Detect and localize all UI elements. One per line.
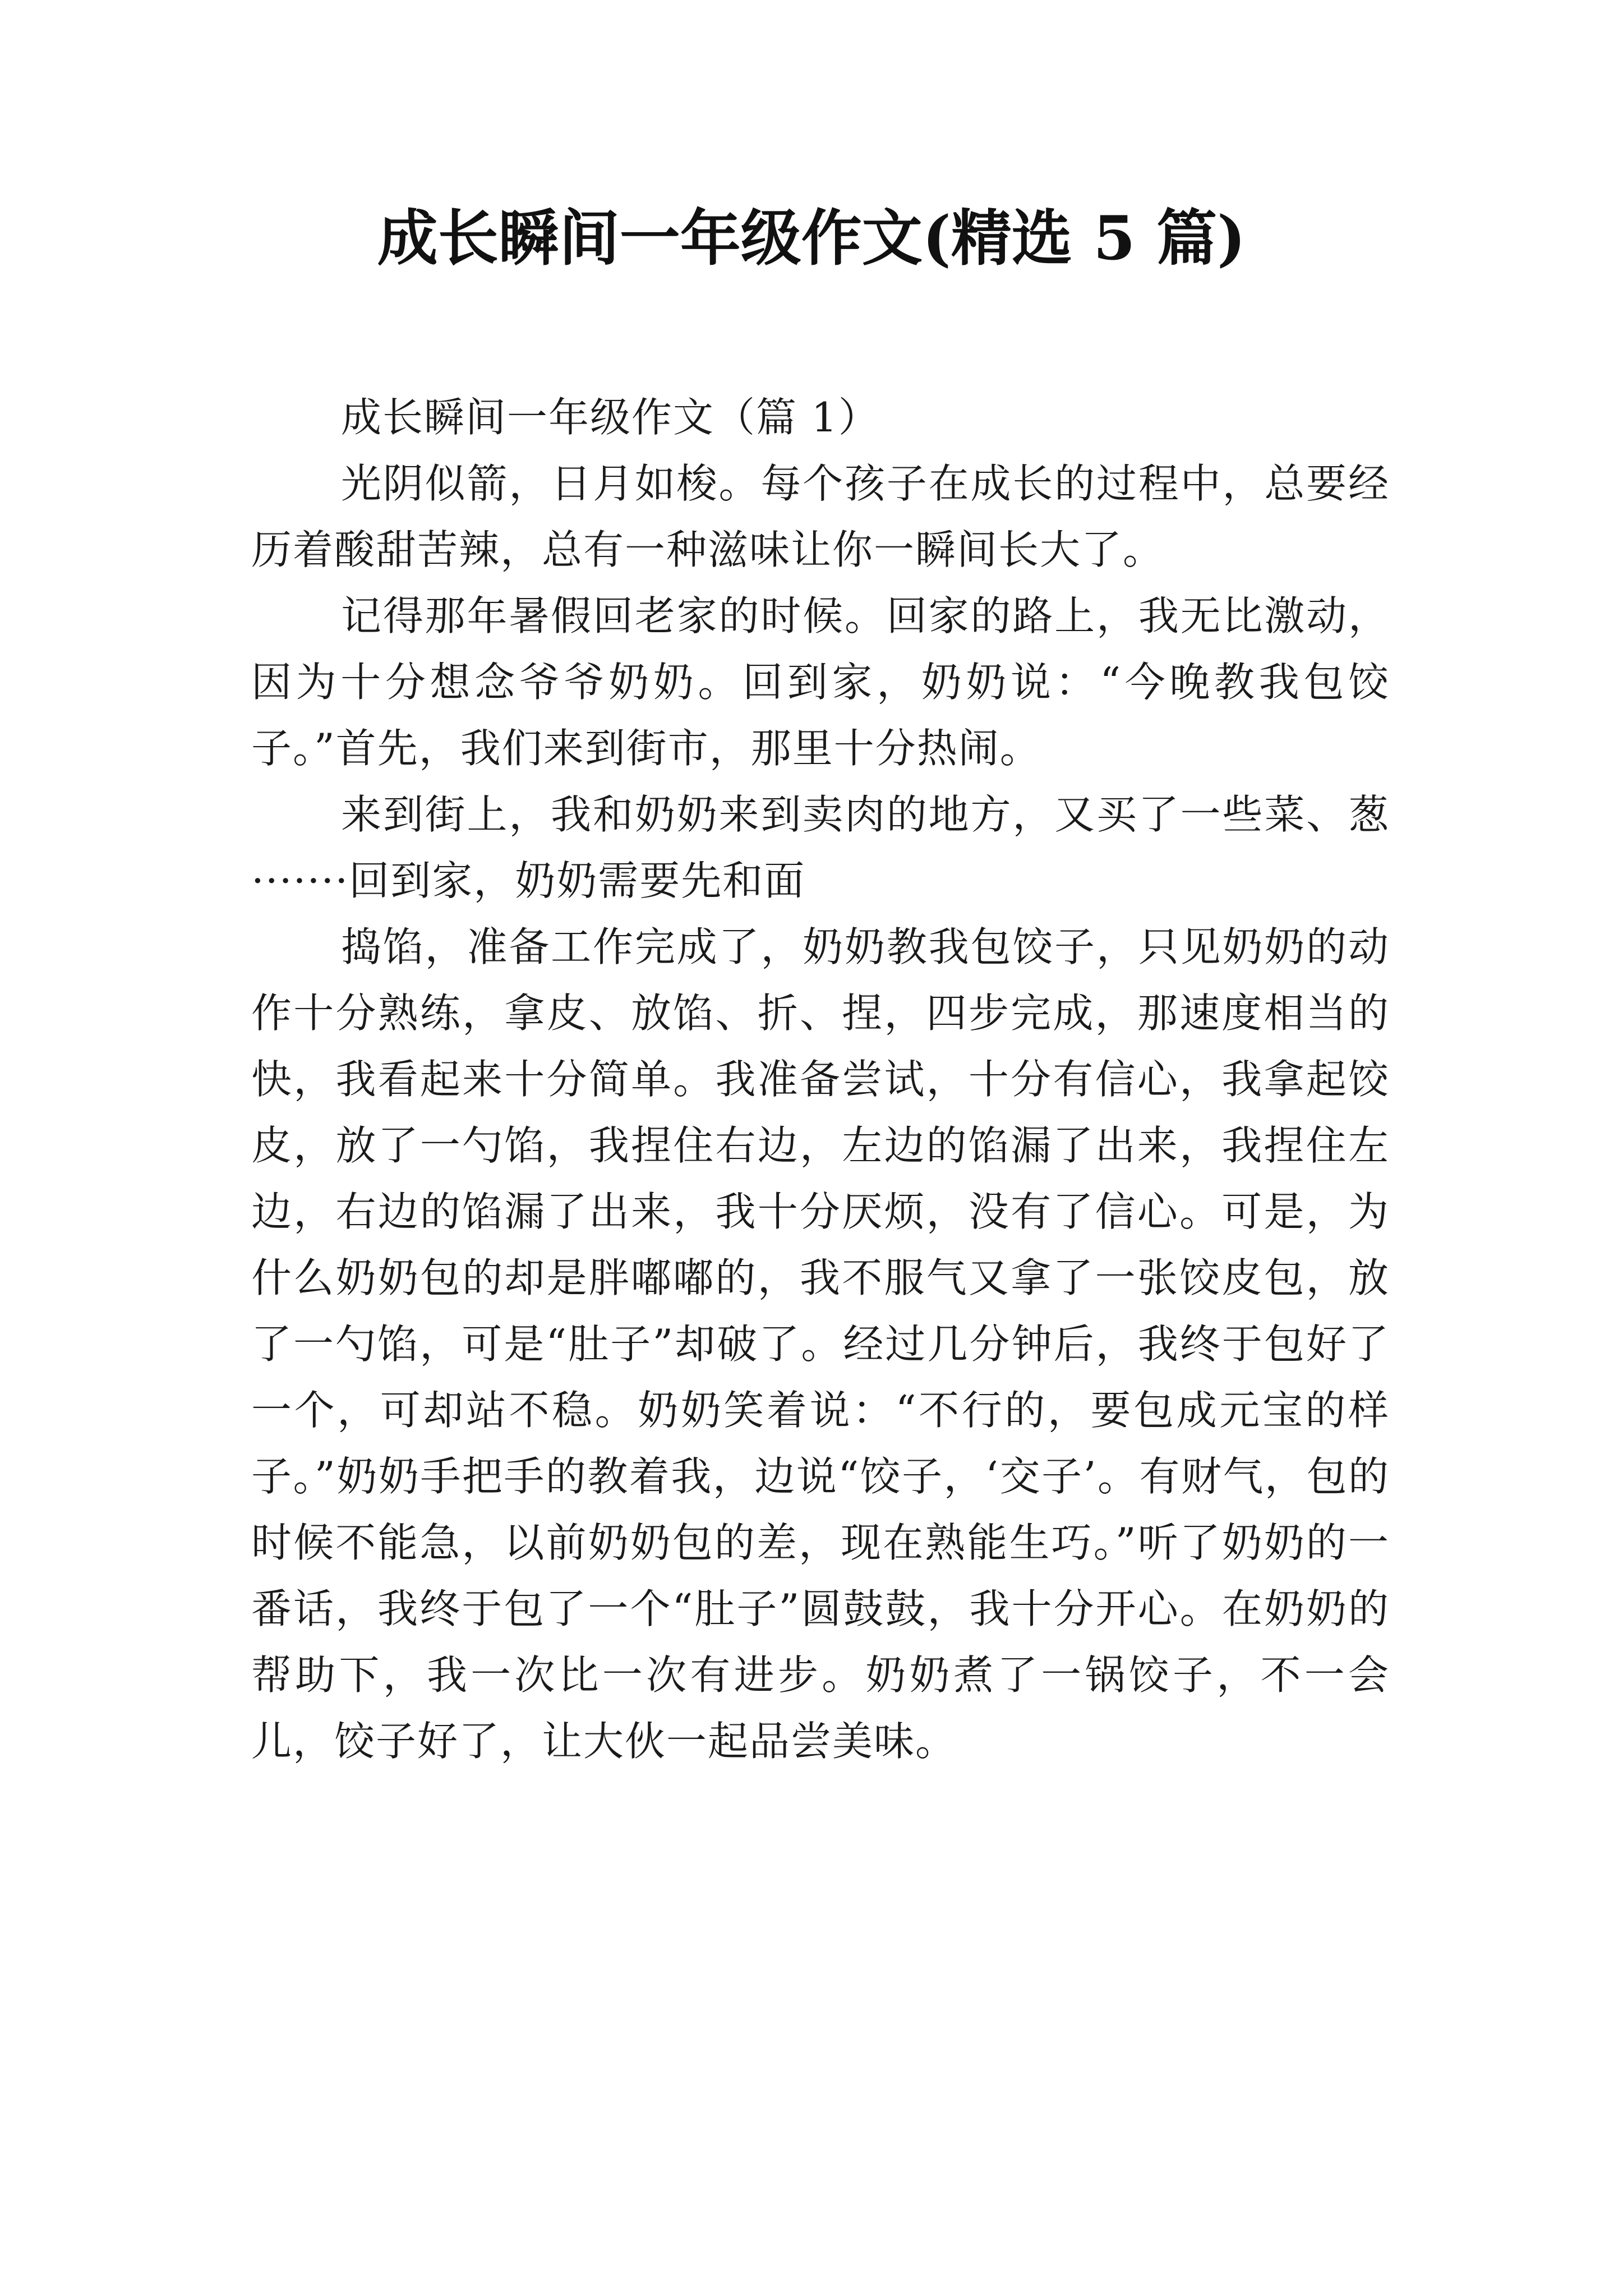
section-heading: 成长瞬间一年级作文（篇 1）: [341, 394, 880, 441]
document-body: [251, 384, 1390, 1774]
paragraph: 来到街上，我和奶奶来到卖肉的地方，又买了一些菜、葱·······回到家，奶奶需要先和面: [251, 791, 1390, 904]
paragraph: 捣馅，准备工作完成了，奶奶教我包饺子，只见奶奶的动作十分熟练，拿皮、放馅、折、捏，四步完成，那速度相当的快，我看起来十分简单。我准备尝试，十分有信心，我拿起饺皮，放了一勺馅，我捏住右边，左边的馅漏了出来，我捏住左边，右边的馅漏了出来，我十分厌烦，没有了信心。可是，为什么奶奶包的却是胖嘟嘟的，我不服气又拿了一张饺皮包，放了一勺馅，可是“肚子”却破了。经过几分钟后，我终于包好了一个，可却站不稳。奶奶笑着说：“不行的，要包成元宝的样子。”奶奶手把手的教着我，边说“饺子，‘交子’。有财气，包的时候不能急，以前奶奶包的差，现在熟能生巧。”听了奶奶的一番话，我终于包了一个“肚子”圆鼓鼓，我十分开心。在奶奶的帮助下，我一次比一次有进步。奶奶煮了一锅饺子，不一会儿，饺子好了，让大伙一起品尝美味。: [251, 923, 1390, 1765]
paragraph: 光阴似箭，日月如梭。每个孩子在成长的过程中，总要经历着酸甜苦辣，总有一种滋味让你一瞬间长大了。: [251, 460, 1390, 573]
paragraph: 记得那年暑假回老家的时候。回家的路上，我无比激动，因为十分想念爷爷奶奶。回到家，奶奶说：“今晚教我包饺子。”首先，我们来到街市，那里十分热闹。: [251, 592, 1390, 772]
document-title: 成长瞬间一年级作文(精选 5 篇): [377, 203, 1246, 274]
